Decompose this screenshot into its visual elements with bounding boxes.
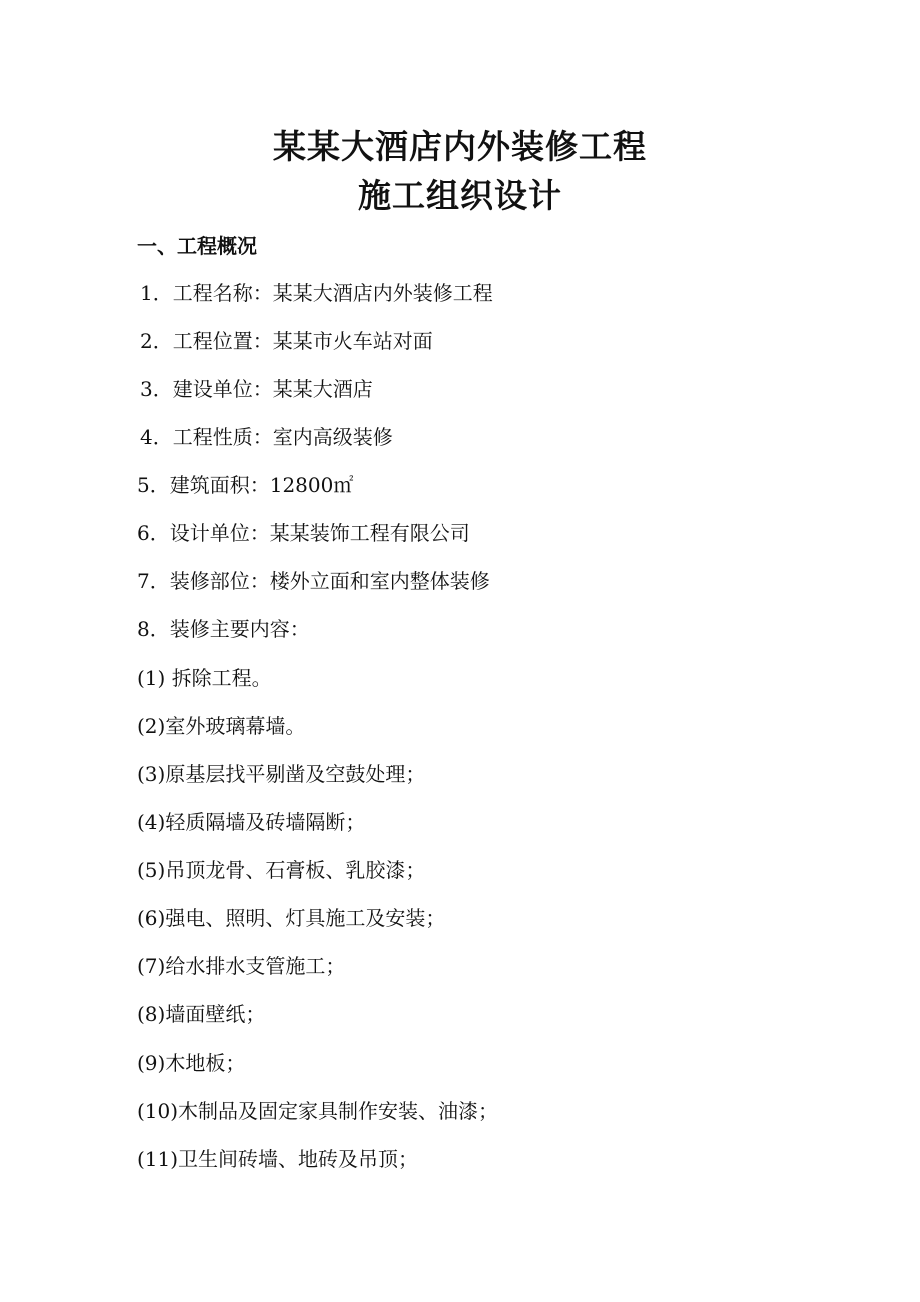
list-item: (4)轻质隔墙及砖墙隔断； xyxy=(137,810,366,834)
list-item: 2．工程位置：某某市火车站对面 xyxy=(140,329,433,353)
list-item: 1．工程名称：某某大酒店内外装修工程 xyxy=(140,281,493,305)
list-item: (5)吊顶龙骨、石膏板、乳胶漆； xyxy=(137,858,426,882)
list-item: (2)室外玻璃幕墙。 xyxy=(137,714,306,738)
list-item: 3．建设单位：某某大酒店 xyxy=(140,377,373,401)
list-item: (7)给水排水支管施工； xyxy=(137,954,346,978)
list-item: (9)木地板； xyxy=(137,1051,246,1075)
document-title-line-1: 某某大酒店内外装修工程 xyxy=(273,127,647,166)
list-item: 8．装修主要内容： xyxy=(137,617,310,641)
list-item: (1) 拆除工程。 xyxy=(137,666,272,690)
list-item: 6．设计单位：某某装饰工程有限公司 xyxy=(137,521,470,545)
list-item: (3)原基层找平剔凿及空鼓处理； xyxy=(137,762,426,786)
section-heading-project-overview: 一、工程概况 xyxy=(137,234,257,258)
document-title-line-2: 施工组织设计 xyxy=(358,176,562,215)
list-item: (8)墙面壁纸； xyxy=(137,1002,266,1026)
list-item: (11)卫生间砖墙、地砖及吊顶； xyxy=(137,1147,419,1171)
list-item: 4．工程性质：室内高级装修 xyxy=(140,425,393,449)
list-item: (6)强电、照明、灯具施工及安装； xyxy=(137,906,446,930)
list-item: (10)木制品及固定家具制作安装、油漆； xyxy=(137,1099,499,1123)
list-item: 7．装修部位：楼外立面和室内整体装修 xyxy=(137,569,490,593)
list-item: 5．建筑面积：12800㎡ xyxy=(137,473,354,497)
